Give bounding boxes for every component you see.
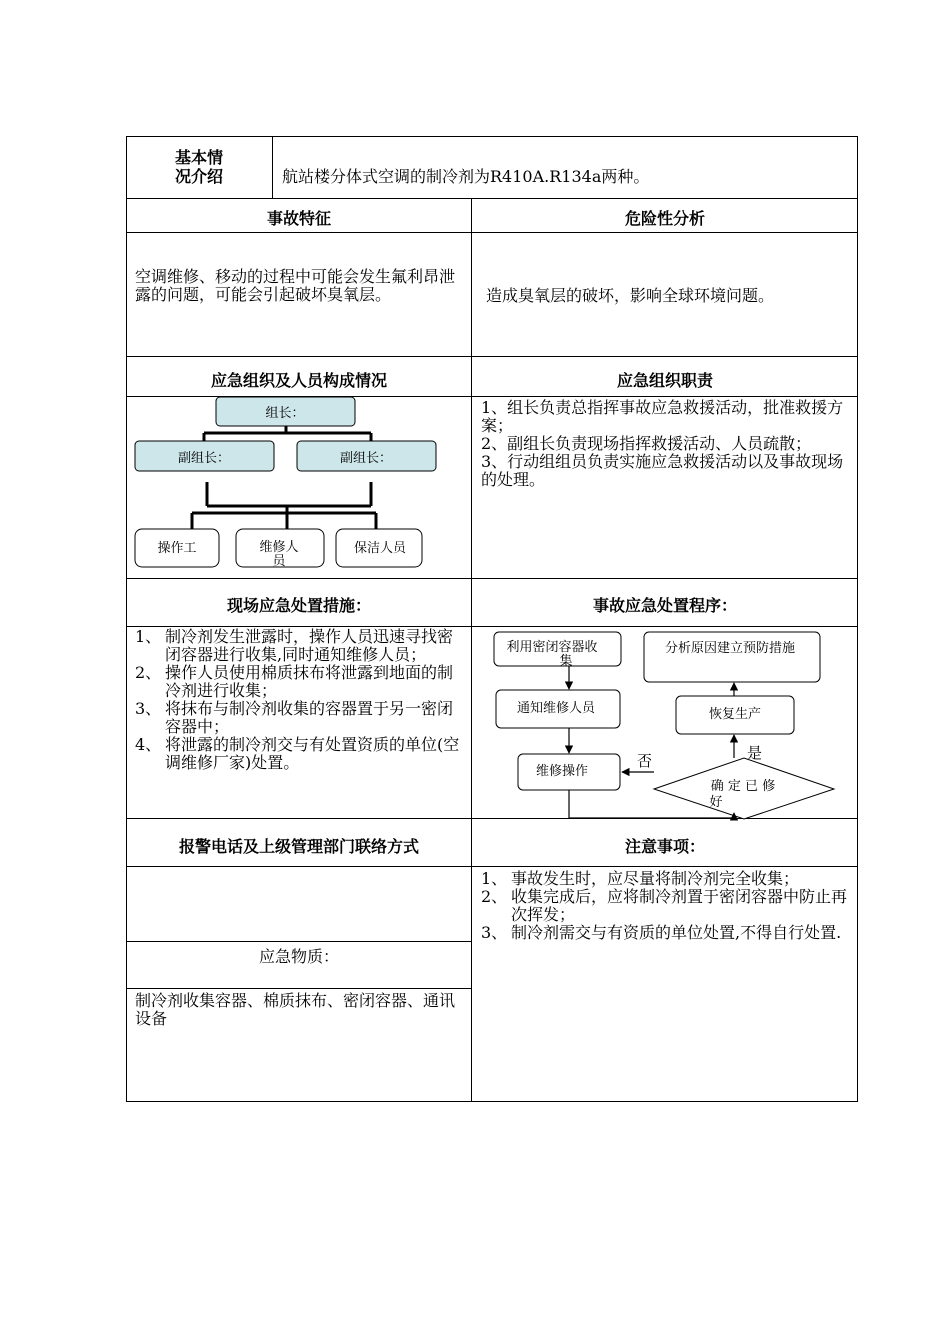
- measure-item: [135, 628, 465, 664]
- measure-text: 操作人员使用棉质抹布将泄露到地面的制冷剂进行收集；: [165, 663, 454, 700]
- accident-features-content: 空调维修、移动的过程中可能会发生氟利昂泄露的问题，可能会引起破坏臭氧层。: [135, 267, 456, 304]
- resume-label: 恢复生产: [708, 707, 762, 722]
- member-1-label: 操作工: [157, 541, 197, 556]
- emergency-org-header: 应急组织及人员构成情况: [210, 371, 387, 390]
- note-num: 3、: [481, 923, 508, 942]
- decision-label-line2: 好: [709, 795, 723, 810]
- risk-analysis-content: 造成臭氧层的破坏，影响全球环境问题。: [486, 286, 775, 305]
- org-duties-list: [481, 399, 851, 489]
- notes-list: [481, 870, 851, 942]
- notes-header: 注意事项：: [624, 837, 705, 856]
- measure-num: 3、: [135, 699, 162, 718]
- procedure-flowchart: [472, 626, 858, 826]
- collect-label-line1: 利用密闭容器收: [506, 640, 598, 655]
- measure-item: [135, 736, 465, 772]
- org-chart: [126, 396, 472, 578]
- basic-info-label-line1: 基本情: [174, 148, 223, 167]
- materials-header: 应急物质：: [258, 947, 339, 966]
- note-item: [481, 888, 851, 924]
- measure-num: 2、: [135, 663, 162, 682]
- note-text: 制冷剂需交与有资质的单位处置,不得自行处置.: [511, 923, 842, 942]
- leader-label: 组长：: [265, 406, 305, 421]
- accident-features-header: 事故特征: [266, 209, 331, 228]
- note-text: 收集完成后，应将制冷剂置于密闭容器中防止再次挥发；: [511, 887, 848, 924]
- contact-header: 报警电话及上级管理部门联络方式: [178, 837, 419, 856]
- org-duties-header: 应急组织职责: [616, 371, 713, 390]
- note-item: [481, 924, 851, 942]
- decision-label-line1: 确 定 已 修: [710, 779, 776, 794]
- materials-content: 制冷剂收集容器、棉质抹布、密闭容器、通讯设备: [135, 991, 456, 1028]
- label-yes: 是: [747, 744, 763, 762]
- analyze-box: [644, 632, 820, 682]
- deputy-right-label: 副组长：: [339, 451, 393, 466]
- basic-info-content: 航站楼分体式空调的制冷剂为R410A.R134a两种。: [282, 167, 650, 186]
- analyze-label: 分析原因建立预防措施: [664, 641, 796, 656]
- note-text: 事故发生时，应尽量将制冷剂完全收集；: [511, 869, 800, 888]
- member-2-label-line2: 员: [272, 554, 286, 569]
- measure-num: 4、: [135, 735, 162, 754]
- repair-label: 维修操作: [535, 764, 589, 779]
- risk-analysis-header: 危险性分析: [624, 209, 705, 228]
- org-duty-item: 3、行动组组员负责实施应急救援活动以及事故现场的处理。: [481, 452, 844, 489]
- measure-item: [135, 664, 465, 700]
- org-duty-item: 2、副组长负责现场指挥救援活动、人员疏散；: [481, 434, 812, 453]
- note-num: 2、: [481, 887, 508, 906]
- measure-text: 将抹布与制冷剂收集的容器置于另一密闭容器中；: [165, 699, 454, 736]
- measure-num: 1、: [135, 627, 162, 646]
- onsite-measures-list: [135, 628, 465, 772]
- basic-info-label: [126, 148, 272, 186]
- member-2-label-line1: 维修人: [259, 540, 299, 555]
- measure-text: 将泄露的制冷剂交与有处置资质的单位(空调维修厂家)处置。: [165, 735, 460, 772]
- procedure-header: 事故应急处置程序：: [592, 596, 737, 615]
- measure-item: [135, 700, 465, 736]
- collect-label-line2: 集: [559, 654, 573, 669]
- notify-label: 通知维修人员: [516, 701, 596, 716]
- basic-info-label-line2: 况介绍: [174, 167, 223, 186]
- label-no: 否: [637, 752, 653, 770]
- onsite-measures-header: 现场应急处置措施：: [226, 596, 371, 615]
- org-duty-item: 1、组长负责总指挥事故应急救援活动，批准救援方案；: [481, 398, 844, 435]
- note-num: 1、: [481, 869, 508, 888]
- measure-text: 制冷剂发生泄露时，操作人员迅速寻找密闭容器进行收集,同时通知维修人员；: [165, 627, 454, 664]
- note-item: [481, 870, 851, 888]
- member-3-label: 保洁人员: [353, 541, 407, 556]
- deputy-left-label: 副组长：: [177, 451, 231, 466]
